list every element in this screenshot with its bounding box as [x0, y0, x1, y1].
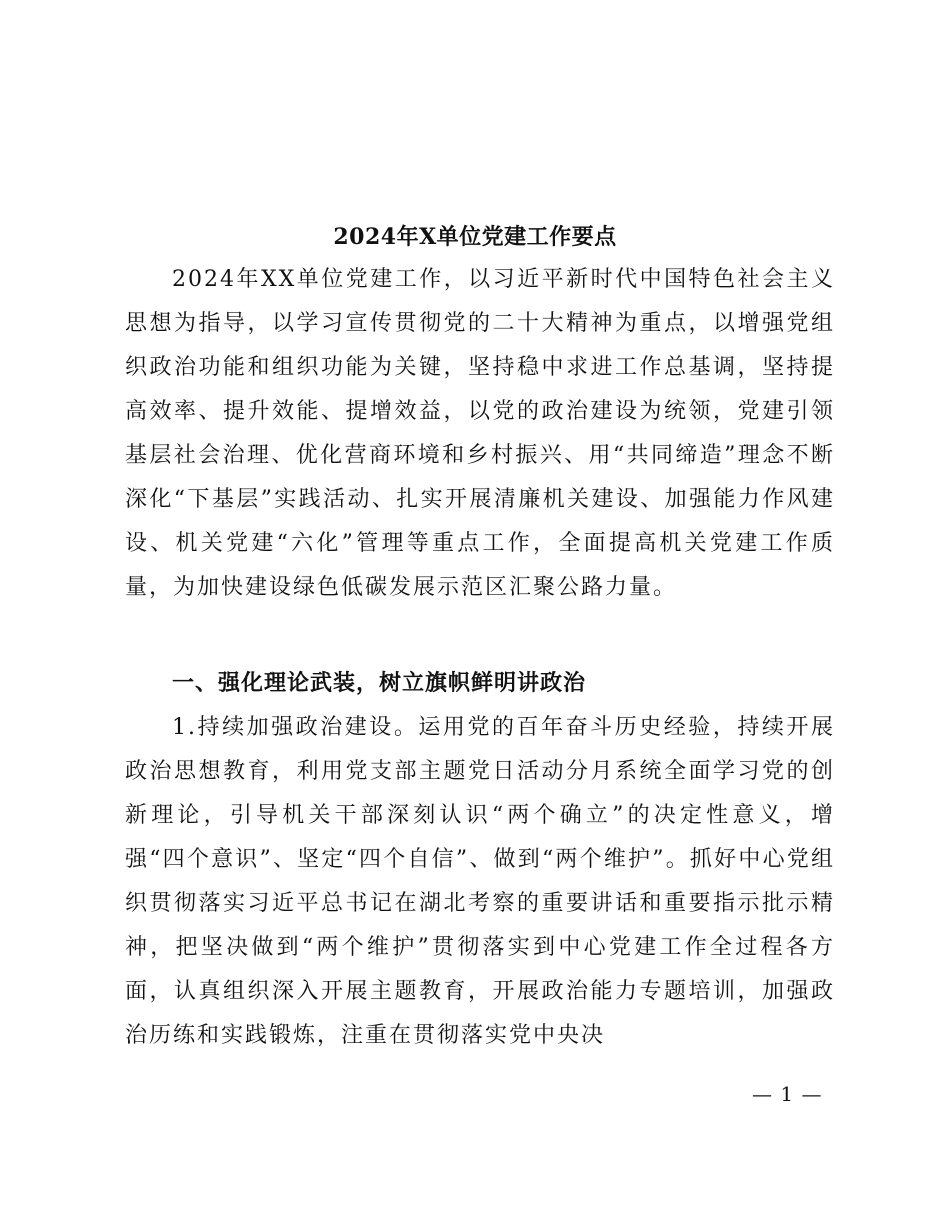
intro-paragraph: 2024年XX单位党建工作，以习近平新时代中国特色社会主义思想为指导，以学习宣传贯彻党的二十大精神为重点，以增强党组织政治功能和组织功能为关键，坚持稳中求进工作总基调，坚持提高效率、提升效能、提增效益，以党的政治建设为统领，党建引领基层社会治理、优化营商环境和乡村振兴、用“共同缔造”理念不断深化“下基层”实践活动、扎实开展清廉机关建设、加强能力作风建设、机关党建“六化”管理等重点工作，全面提高机关党建工作质量，为加快建设绿色低碳发展示范区汇聚公路力量。 [125, 267, 835, 600]
document-title: 2024年X单位党建工作要点 [333, 224, 617, 250]
section-heading-1: 一、强化理论武装，树立旗帜鲜明讲政治 [172, 671, 587, 696]
section-1-item-1-paragraph: 1.持续加强政治建设。运用党的百年奋斗历史经验，持续开展政治思想教育，利用党支部主题党日活动分月系统全面学习党的创新理论，引导机关干部深刻认识“两个确立”的决定性意义，增强“四个意识”、坚定“四个自信”、做到“两个维护”。抓好中心党组织贯彻落实习近平总书记在湖北考察的重要讲话和重要指示批示精神，把坚决做到“两个维护”贯彻落实到中心党建工作全过程各方面，认真组织深入开展主题教育，开展政治能力专题培训，加强政治历练和实践锻炼，注重在贯彻落实党中央决 [125, 715, 835, 1048]
page-number: — 1 — [752, 1082, 823, 1106]
